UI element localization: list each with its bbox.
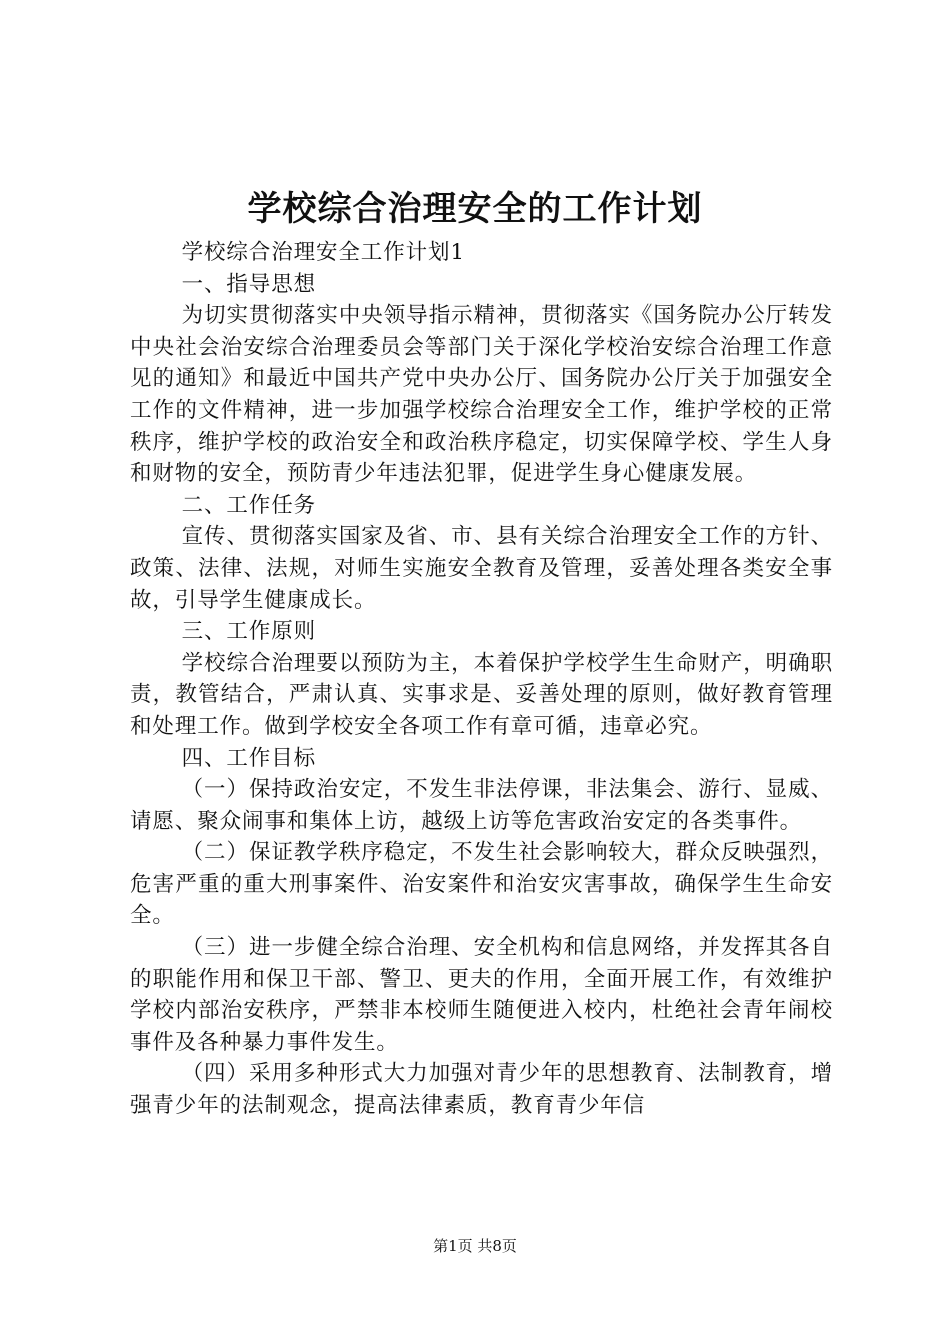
paragraph: 宣传、贯彻落实国家及省、市、县有关综合治理安全工作的方针、政策、法律、法规，对师生实施安全教育及管理，妥善处理各类安全事故，引导学生健康成长。: [130, 524, 833, 613]
page-number-footer: 第1页 共8页: [433, 1237, 517, 1255]
section-heading-work-principles: 三、工作原则: [181, 619, 316, 645]
document-title: 学校综合治理安全的工作计划: [247, 189, 703, 229]
paragraph: （一）保持政治安定，不发生非法停课，非法集会、游行、显威、请愿、聚众闹事和集体上访，越级上访等危害政治安定的各类事件。: [130, 777, 833, 834]
paragraph: 为切实贯彻落实中央领导指示精神，贯彻落实《国务院办公厅转发中央社会治安综合治理委员会等部门关于深化学校治安综合治理工作意见的通知》和最近中国共产党中央办公厅、国务院办公厅关于加强安全工作的文件精神，进一步加强学校综合治理安全工作，维护学校的正常秩序，维护学校的政治安全和政治秩序稳定，切实保障学校、学生人身和财物的安全，预防青少年违法犯罪，促进学生身心健康发展。: [130, 303, 833, 487]
paragraph: 学校综合治理要以预防为主，本着保护学校学生生命财产，明确职责，教管结合，严肃认真、实事求是、妥善处理的原则，做好教育管理和处理工作。做到学校安全各项工作有章可循，违章必究。: [130, 650, 833, 739]
paragraph: （三）进一步健全综合治理、安全机构和信息网络，并发挥其各自的职能作用和保卫干部、警卫、更夫的作用，全面开展工作，有效维护学校内部治安秩序，严禁非本校师生随便进入校内，杜绝社会青年闹校事件及各种暴力事件发生。: [130, 935, 833, 1055]
paragraph: （二）保证教学秩序稳定，不发生社会影响较大，群众反映强烈，危害严重的重大刑事案件、治安案件和治安灾害事故，确保学生生命安全。: [130, 840, 833, 929]
section-heading-guiding-thought: 一、指导思想: [181, 271, 316, 297]
section-heading-work-goals: 四、工作目标: [181, 745, 316, 771]
document-body: [130, 237, 833, 1122]
paragraph-subtitle: 学校综合治理安全工作计划1: [181, 240, 465, 265]
section-heading-work-tasks: 二、工作任务: [181, 492, 316, 518]
paragraph: （四）采用多种形式大力加强对青少年的思想教育、法制教育，增强青少年的法制观念，提高法律素质，教育青少年信: [130, 1061, 833, 1119]
